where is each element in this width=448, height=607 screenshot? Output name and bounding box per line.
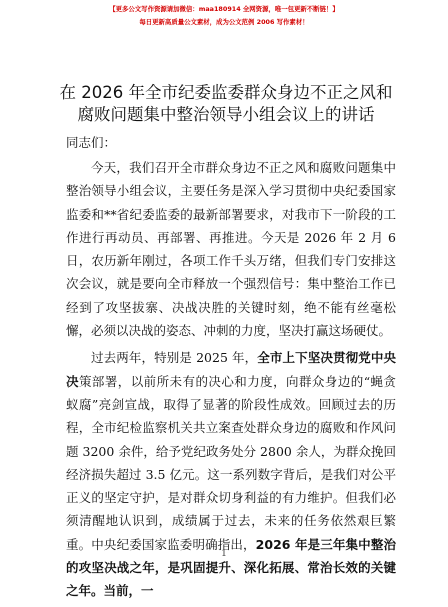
paragraph-2-bold-2: 2026 年是三年集中整治的攻坚决战之年，是巩固提升、深化拓展、常治长效的关键之年。当前，一 (66, 536, 396, 599)
paragraph-2-body: 策部署，以前所未有的决心和力度，向群众身边的“蝇贪蚁腐”亮剑宣战，取得了显著的阶段性成效。回顾过去的历程，全市纪检监察机关共立案查处群众身边的腐败和作风问题 3200 余件，给予党纪政务处分 2800 余人，为群众挽回经济损失超过 3.5 亿元。这一系列数字背后，是我们对公平正义的坚定守护，是对群众切身利益的有力维护。但我们必须清醒地认识到，成绩属于过去，未来的任务依然艰巨繁重。中央纪委国家监委明确指出， (66, 373, 396, 552)
paragraph-2 (66, 346, 396, 602)
greeting: 同志们： (66, 135, 117, 150)
page-number: 1 (221, 549, 227, 559)
paragraph-1: 今天，我们召开全市群众身边不正之风和腐败问题集中整治领导小组会议，主要任务是深入学习贯彻中央纪委国家监委和**省纪委监委的最新部署要求，对我市下一阶段的工作进行再动员、再部署、再推进。今天是 2026 年 2 月 6 日，农历新年刚过，各项工作千头万绪，但我们专门安排这次会议，就是要向全市释放一个强烈信号：集中整治工作已经到了攻坚拔寨、决战决胜的关键时刻，绝不能有丝毫松懈，必须以决战的姿态、冲刺的力度，坚决打赢这场硬仗。 (66, 160, 396, 339)
document-title: 在 2026 年全市纪委监委群众身边不正之风和腐败问题集中整治领导小组会议上的讲话 (59, 83, 393, 124)
document-body (66, 156, 396, 607)
promo-banner (0, 4, 448, 28)
paragraph-2-bold-1: 全市上下坚决贯彻党中央决 (66, 350, 396, 389)
paragraph-2-lead: 过去两年，特别是 2025 年， (91, 350, 258, 366)
promo-banner-line-1: 【更多公文写作资源请加微信：maa180914 全网资源，唯一包更新不断链！】 (109, 5, 339, 13)
promo-banner-line-2: 每日更新高质量公文素材，成为公文范例 2006 写作素材！ (139, 18, 309, 26)
